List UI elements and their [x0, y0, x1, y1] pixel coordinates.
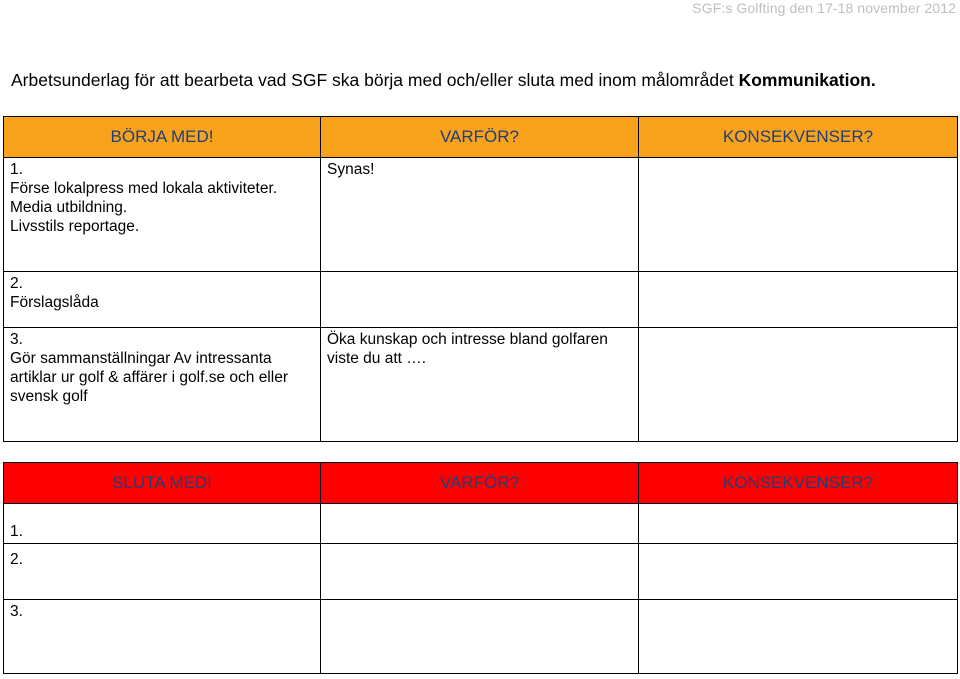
stop-table-row	[4, 544, 958, 600]
start-row3-col1	[4, 328, 321, 442]
start-table	[3, 116, 958, 442]
start-row1-line: Livsstils reportage.	[10, 218, 140, 235]
start-row2-line: Förslagslåda	[10, 294, 99, 311]
stop-row3-number: 3.	[10, 603, 23, 620]
intro-text	[11, 70, 876, 91]
stop-table-row	[4, 600, 958, 674]
start-row3-line: Gör sammanställningar Av intressanta	[10, 350, 272, 367]
start-row3-col3	[639, 328, 958, 442]
start-row1-number: 1.	[10, 161, 23, 178]
start-row3-reason-line: Öka kunskap och intresse bland golfaren	[327, 331, 608, 348]
start-row3-number: 3.	[10, 331, 23, 348]
start-row3-col2	[321, 328, 639, 442]
stop-row1-col3	[639, 504, 958, 544]
start-row3-reason-line: viste du att ….	[327, 350, 427, 367]
start-row2-col1	[4, 272, 321, 328]
start-row2-col2	[321, 272, 639, 328]
intro-text-plain: Arbetsunderlag för att bearbeta vad SGF ska börja med och/eller sluta med inom målområdet	[11, 70, 739, 90]
stop-row2-col1	[4, 544, 321, 600]
stop-table-row	[4, 504, 958, 544]
stop-table	[3, 462, 958, 674]
stop-row2-col2	[321, 544, 639, 600]
start-row1-line: Förse lokalpress med lokala aktiviteter.	[10, 180, 278, 197]
stop-row3-col1	[4, 600, 321, 674]
start-row2-col3	[639, 272, 958, 328]
stop-row1-col1	[4, 504, 321, 544]
intro-text-bold: Kommunikation.	[738, 70, 876, 90]
start-row1-reason: Synas!	[327, 161, 375, 178]
start-table-row	[4, 272, 958, 328]
stop-header-konsekvenser: KONSEKVENSER?	[639, 463, 958, 504]
stop-row3-col2	[321, 600, 639, 674]
start-row1-col3	[639, 158, 958, 272]
start-header-konsekvenser: KONSEKVENSER?	[639, 117, 958, 158]
stop-table-header-row	[4, 463, 958, 504]
stop-row3-col3	[639, 600, 958, 674]
start-row1-col2	[321, 158, 639, 272]
stop-row2-col3	[639, 544, 958, 600]
start-header-varfor: VARFÖR?	[321, 117, 639, 158]
document-header-note: SGF:s Golfting den 17-18 november 2012	[692, 0, 956, 16]
stop-row1-number: 1.	[10, 523, 23, 540]
start-row2-number: 2.	[10, 275, 23, 292]
stop-row2-number: 2.	[10, 551, 23, 568]
start-table-row	[4, 158, 958, 272]
start-row1-line: Media utbildning.	[10, 199, 128, 216]
start-row3-line: artiklar ur golf & affärer i golf.se och eller	[10, 369, 288, 386]
stop-header-varfor: VARFÖR?	[321, 463, 639, 504]
start-table-row	[4, 328, 958, 442]
start-row3-line: svensk golf	[10, 388, 88, 405]
stop-header-sluta-med: SLUTA MED!	[4, 463, 321, 504]
start-row1-col1	[4, 158, 321, 272]
start-header-borja-med: BÖRJA MED!	[4, 117, 321, 158]
stop-row1-col2	[321, 504, 639, 544]
start-table-header-row	[4, 117, 958, 158]
